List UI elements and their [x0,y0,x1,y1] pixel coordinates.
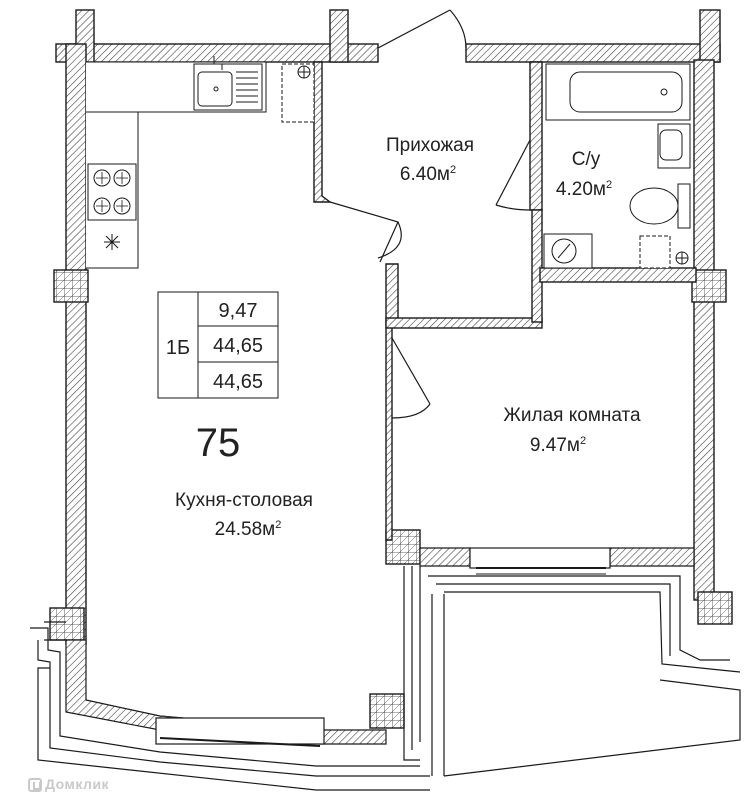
domclick-logo-icon [28,778,42,792]
watermark-text: Домклик [45,776,110,792]
interior-walls [314,62,696,540]
total-area-value-2: 44,65 [212,371,264,393]
apartment-number: 75 [195,421,241,465]
vent-icon [104,234,120,250]
hallway-area: 6.40м [399,164,450,185]
bathroom-fixtures [544,64,690,268]
kitchen-area: 24.58м [214,519,276,540]
toilet-icon [630,184,690,228]
svg-text:24.58м2: $24.58м^2$ [214,519,282,540]
washing-machine-icon [544,234,592,268]
hallway-name: Прихожая [385,135,475,156]
svg-text:9.47м2: $9.47м^2$ [529,435,587,456]
apartment-type: 1Б [165,337,191,359]
total-area-value: 44,65 [212,335,264,357]
room-labels [166,135,641,540]
bathroom-area: 4.20м [555,179,606,200]
kitchen-name: Кухня-столовая [175,490,313,511]
kitchen-fixtures [86,56,314,268]
svg-text:6.40м2: $6.40м^2$ [399,164,457,185]
living-area-value: 9,47 [218,300,258,322]
living-room-area: 9.47м [529,435,580,456]
stove-icon [88,164,136,220]
svg-text:4.20м2: $4.20м^2$ [555,179,613,200]
bathroom-name: С/у [571,149,601,170]
watermark [28,776,109,792]
balcony-walls [30,548,740,790]
doors [330,10,530,418]
living-room-name: Жилая комната [503,405,641,426]
